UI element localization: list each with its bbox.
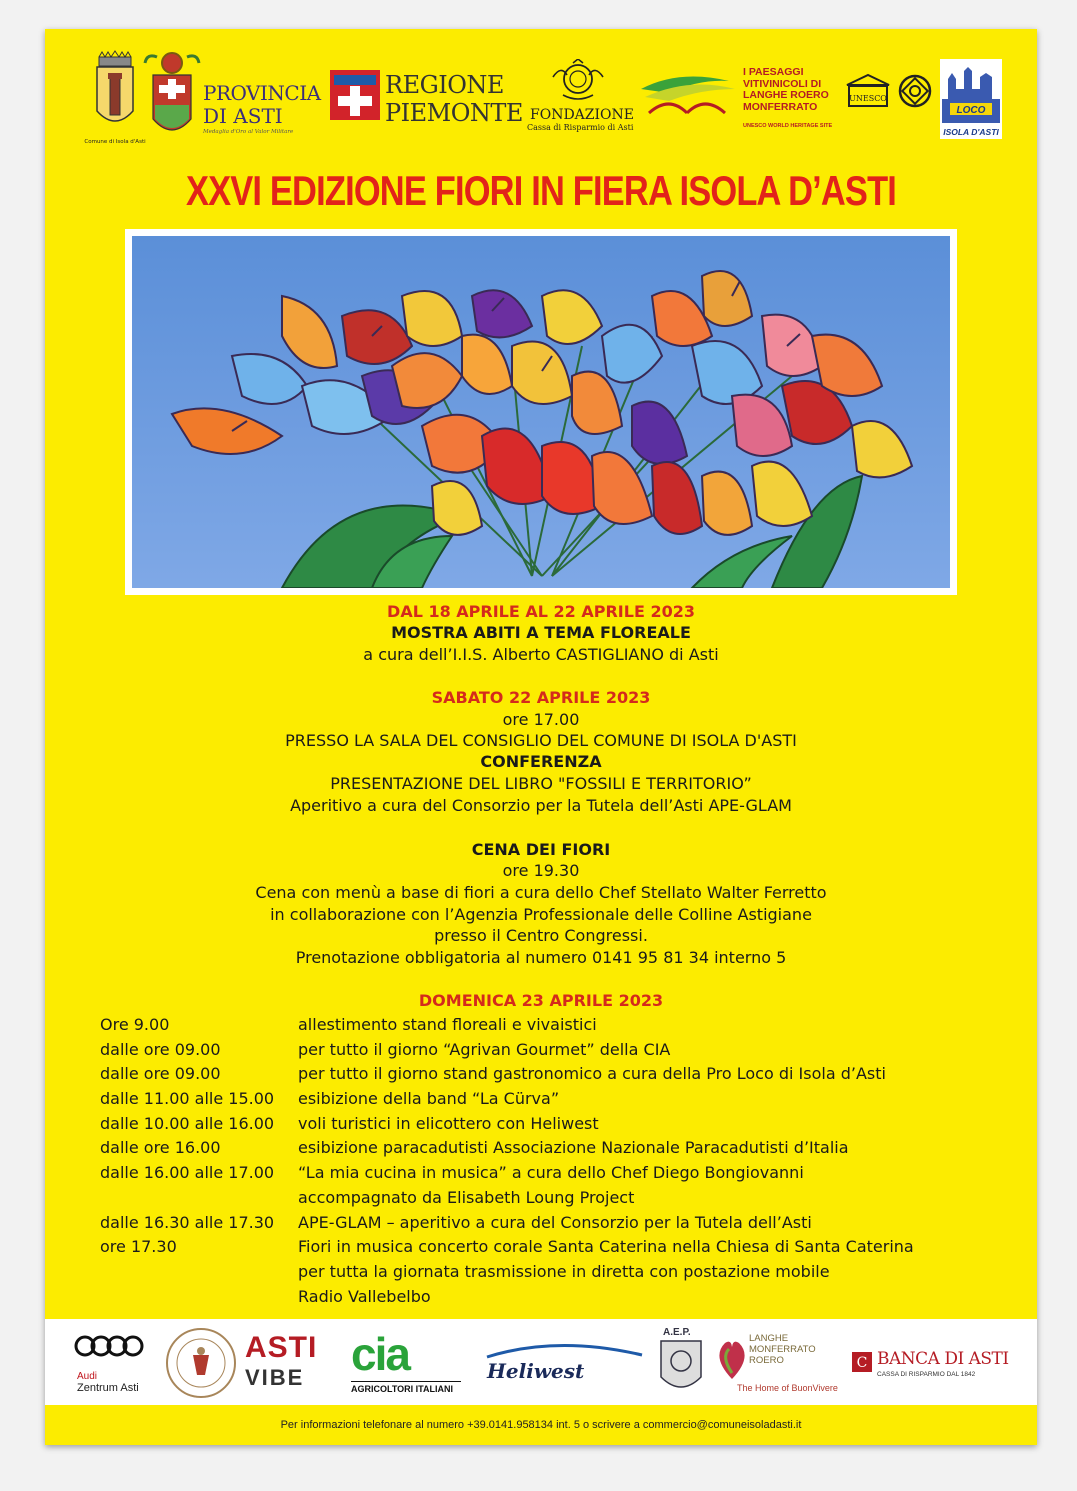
sabato-heading: CONFERENZA [480, 752, 602, 771]
cia-logo [351, 1327, 461, 1401]
calla-lilies-illustration [132, 236, 950, 588]
schedule-row [100, 1040, 1030, 1065]
asti-vibe-bottom: VIBE [245, 1365, 305, 1390]
schedule-time: dalle ore 16.00 [100, 1138, 221, 1158]
schedule-time: dalle 11.00 alle 15.00 [100, 1089, 275, 1109]
aep-logo [651, 1327, 711, 1399]
fondazione-emblem-icon [523, 59, 633, 107]
regione-line1: REGIONE [385, 71, 504, 99]
regione-line2: PIEMONTE [385, 99, 523, 127]
moscato-text [163, 1393, 239, 1394]
schedule-desc: Fiori in musica concerto corale Santa Caterina nella Chiesa di Santa Caterina [298, 1237, 914, 1257]
langhe-line: MONFERRATO [749, 1344, 816, 1355]
langhe-line: LANGHE [749, 1333, 789, 1344]
sabato-book: PRESENTAZIONE DEL LIBRO "FOSSILI E TERRITORIO” [330, 774, 752, 793]
schedule-desc: APE-GLAM – aperitivo a cura del Consorzio per la Tutela dell’Asti [298, 1212, 812, 1232]
provincia-line2: DI ASTI [203, 104, 283, 128]
schedule-row [100, 1138, 1030, 1163]
sabato-time: ore 17.00 [502, 710, 580, 729]
mostra-heading: MOSTRA ABITI A TEMA FLOREALE [391, 623, 691, 642]
paesaggi-text [743, 67, 829, 113]
mostra-dates: DAL 18 APRILE AL 22 APRILE 2023 [387, 602, 695, 621]
sabato-venue: PRESSO LA SALA DEL CONSIGLIO DEL COMUNE DI ISOLA D'ASTI [285, 731, 797, 750]
schedule-time: dalle 16.30 alle 17.30 [100, 1212, 275, 1232]
langhe-text [749, 1333, 816, 1366]
cena-line: in collaborazione con l’Agenzia Professionale delle Colline Astigiane [270, 905, 812, 924]
sponsor-bar [45, 1319, 1037, 1405]
regione-piemonte-logo [329, 69, 523, 131]
poster [45, 29, 1037, 1445]
schedule-time: dalle ore 09.00 [100, 1039, 221, 1059]
schedule-desc: per tutto il giorno “Agrivan Gourmet” della CIA [298, 1039, 671, 1059]
proloco-label: ISOLA D'ASTI [943, 127, 999, 137]
mostra-curator: a cura dell’I.I.S. Alberto CASTIGLIANO di Asti [363, 645, 719, 664]
schedule-time: Ore 9.00 [100, 1015, 170, 1034]
cia-mark: cia [351, 1328, 409, 1380]
heliwest-name: Heliwest [487, 1359, 585, 1383]
proloco-skyline-icon [940, 59, 1002, 125]
banca-mark-icon [851, 1351, 873, 1373]
flower-painting [125, 229, 957, 595]
provincia-motto: Medaglia d'Oro al Valor Militare [203, 129, 294, 135]
domenica-schedule [100, 1015, 1030, 1311]
paesaggi-line: VITIVINICOLI DI [743, 77, 822, 90]
paesaggi-line: LANGHE ROERO [743, 89, 829, 101]
schedule-desc: per tutta la giornata trasmissione in diretta con postazione mobile [298, 1261, 830, 1281]
schedule-row [100, 1237, 1030, 1262]
provincia-crest-icon [143, 49, 201, 141]
schedule-desc: esibizione paracadutisti Associazione Nazionale Paracadutisti d’Italia [298, 1138, 849, 1158]
schedule-row [100, 1064, 1030, 1089]
audi-logo [73, 1333, 163, 1393]
schedule-row [100, 1163, 1030, 1188]
langhe-tagline: The Home of BuonVivere [737, 1383, 838, 1393]
provincia-asti-logo [143, 49, 321, 144]
sabato-date: SABATO 22 APRILE 2023 [431, 688, 651, 707]
schedule-desc: esibizione della band “La Cürva” [298, 1089, 560, 1109]
page-title: XXVI EDIZIONE FIORI IN FIERA ISOLA D’ASTI [185, 167, 897, 214]
schedule-desc: allestimento stand floreali e vivaistici [298, 1015, 597, 1034]
schedule-time: dalle 16.00 alle 17.00 [100, 1163, 275, 1183]
audi-rings-icon [73, 1333, 147, 1359]
moscato-seal-icon [163, 1325, 239, 1401]
aep-label: A.E.P. [663, 1327, 691, 1338]
schedule-time: ore 17.30 [100, 1237, 177, 1257]
unesco-label: UNESCO [849, 94, 887, 103]
schedule-row [100, 1089, 1030, 1114]
svg-text:LOCO: LOCO [956, 105, 986, 116]
asti-vibe-top: ASTI [245, 1331, 318, 1364]
banca-name: BANCA DI ASTI [877, 1349, 1009, 1369]
schedule-desc: accompagnato da Elisabeth Loung Project [298, 1187, 635, 1207]
schedule-time: dalle 10.00 alle 16.00 [100, 1113, 275, 1133]
paesaggi-unesco-logo [639, 67, 929, 137]
schedule-row [100, 1188, 1030, 1213]
banca-caption: CASSA DI RISPARMIO DAL 1842 [877, 1371, 976, 1378]
isola-caption: Comune di Isola d'Asti [84, 139, 146, 145]
schedule-desc: Radio Vallebelbo [298, 1286, 431, 1306]
fondazione-cr-asti-logo [523, 59, 633, 137]
heliwest-logo [477, 1341, 647, 1385]
cia-caption: AGRICOLTORI ITALIANI [351, 1381, 461, 1394]
footer-info: Per informazioni telefonare al numero +39.0141.958134 int. 5 o scrivere a commercio@comuneisoladasti.it [280, 1419, 802, 1431]
heliwest-swoosh-icon [477, 1341, 647, 1361]
audi-dealer: Zentrum Asti [77, 1382, 139, 1394]
schedule-time: dalle ore 09.00 [100, 1064, 221, 1084]
cena-heading: CENA DEI FIORI [471, 840, 611, 859]
paesaggi-hills-icon [639, 67, 739, 117]
proloco-isola-logo [940, 59, 1002, 139]
svg-text:C: C [856, 1355, 868, 1371]
cena-time: ore 19.30 [502, 861, 580, 880]
asti-vibe-logo [245, 1331, 345, 1397]
langhe-heart-icon [717, 1333, 747, 1383]
schedule-row [100, 1262, 1030, 1287]
langhe-logo [717, 1333, 847, 1397]
schedule-row [100, 1015, 1030, 1040]
langhe-line: ROERO [749, 1355, 784, 1366]
banca-asti-logo [851, 1349, 1021, 1389]
fondazione-line1: FONDAZIONE [530, 107, 634, 123]
cena-line: Cena con menù a base di fiori a cura dello Chef Stellato Walter Ferretto [255, 883, 827, 902]
sabato-aperitivo: Aperitivo a cura del Consorzio per la Tutela dell’Asti APE-GLAM [290, 796, 792, 815]
paesaggi-line: MONFERRATO [743, 100, 818, 113]
domenica-date: DOMENICA 23 APRILE 2023 [418, 991, 664, 1010]
schedule-desc: “La mia cucina in musica” a cura dello Chef Diego Bongiovanni [298, 1163, 804, 1183]
schedule-desc: per tutto il giorno stand gastronomico a cura della Pro Loco di Isola d’Asti [298, 1064, 886, 1084]
paesaggi-caption: UNESCO WORLD HERITAGE SITE [743, 123, 833, 129]
audi-brand: Audi [77, 1371, 98, 1382]
provincia-line1: PROVINCIA [203, 81, 321, 105]
schedule-desc: voli turistici in elicottero con Heliwest [298, 1113, 599, 1133]
moscato-asti-logo [163, 1325, 239, 1401]
cena-line: presso il Centro Congressi. [434, 926, 648, 945]
schedule-row [100, 1287, 1030, 1312]
schedule-row [100, 1213, 1030, 1238]
cena-booking: Prenotazione obbligatoria al numero 0141 95 81 34 interno 5 [295, 948, 787, 967]
regione-shield-icon [329, 69, 381, 121]
fondazione-line2: Cassa di Risparmio di Asti [527, 123, 634, 132]
schedule-row [100, 1114, 1030, 1139]
unesco-emblem-icon [845, 73, 933, 113]
paesaggi-line: I PAESAGGI [743, 66, 804, 78]
